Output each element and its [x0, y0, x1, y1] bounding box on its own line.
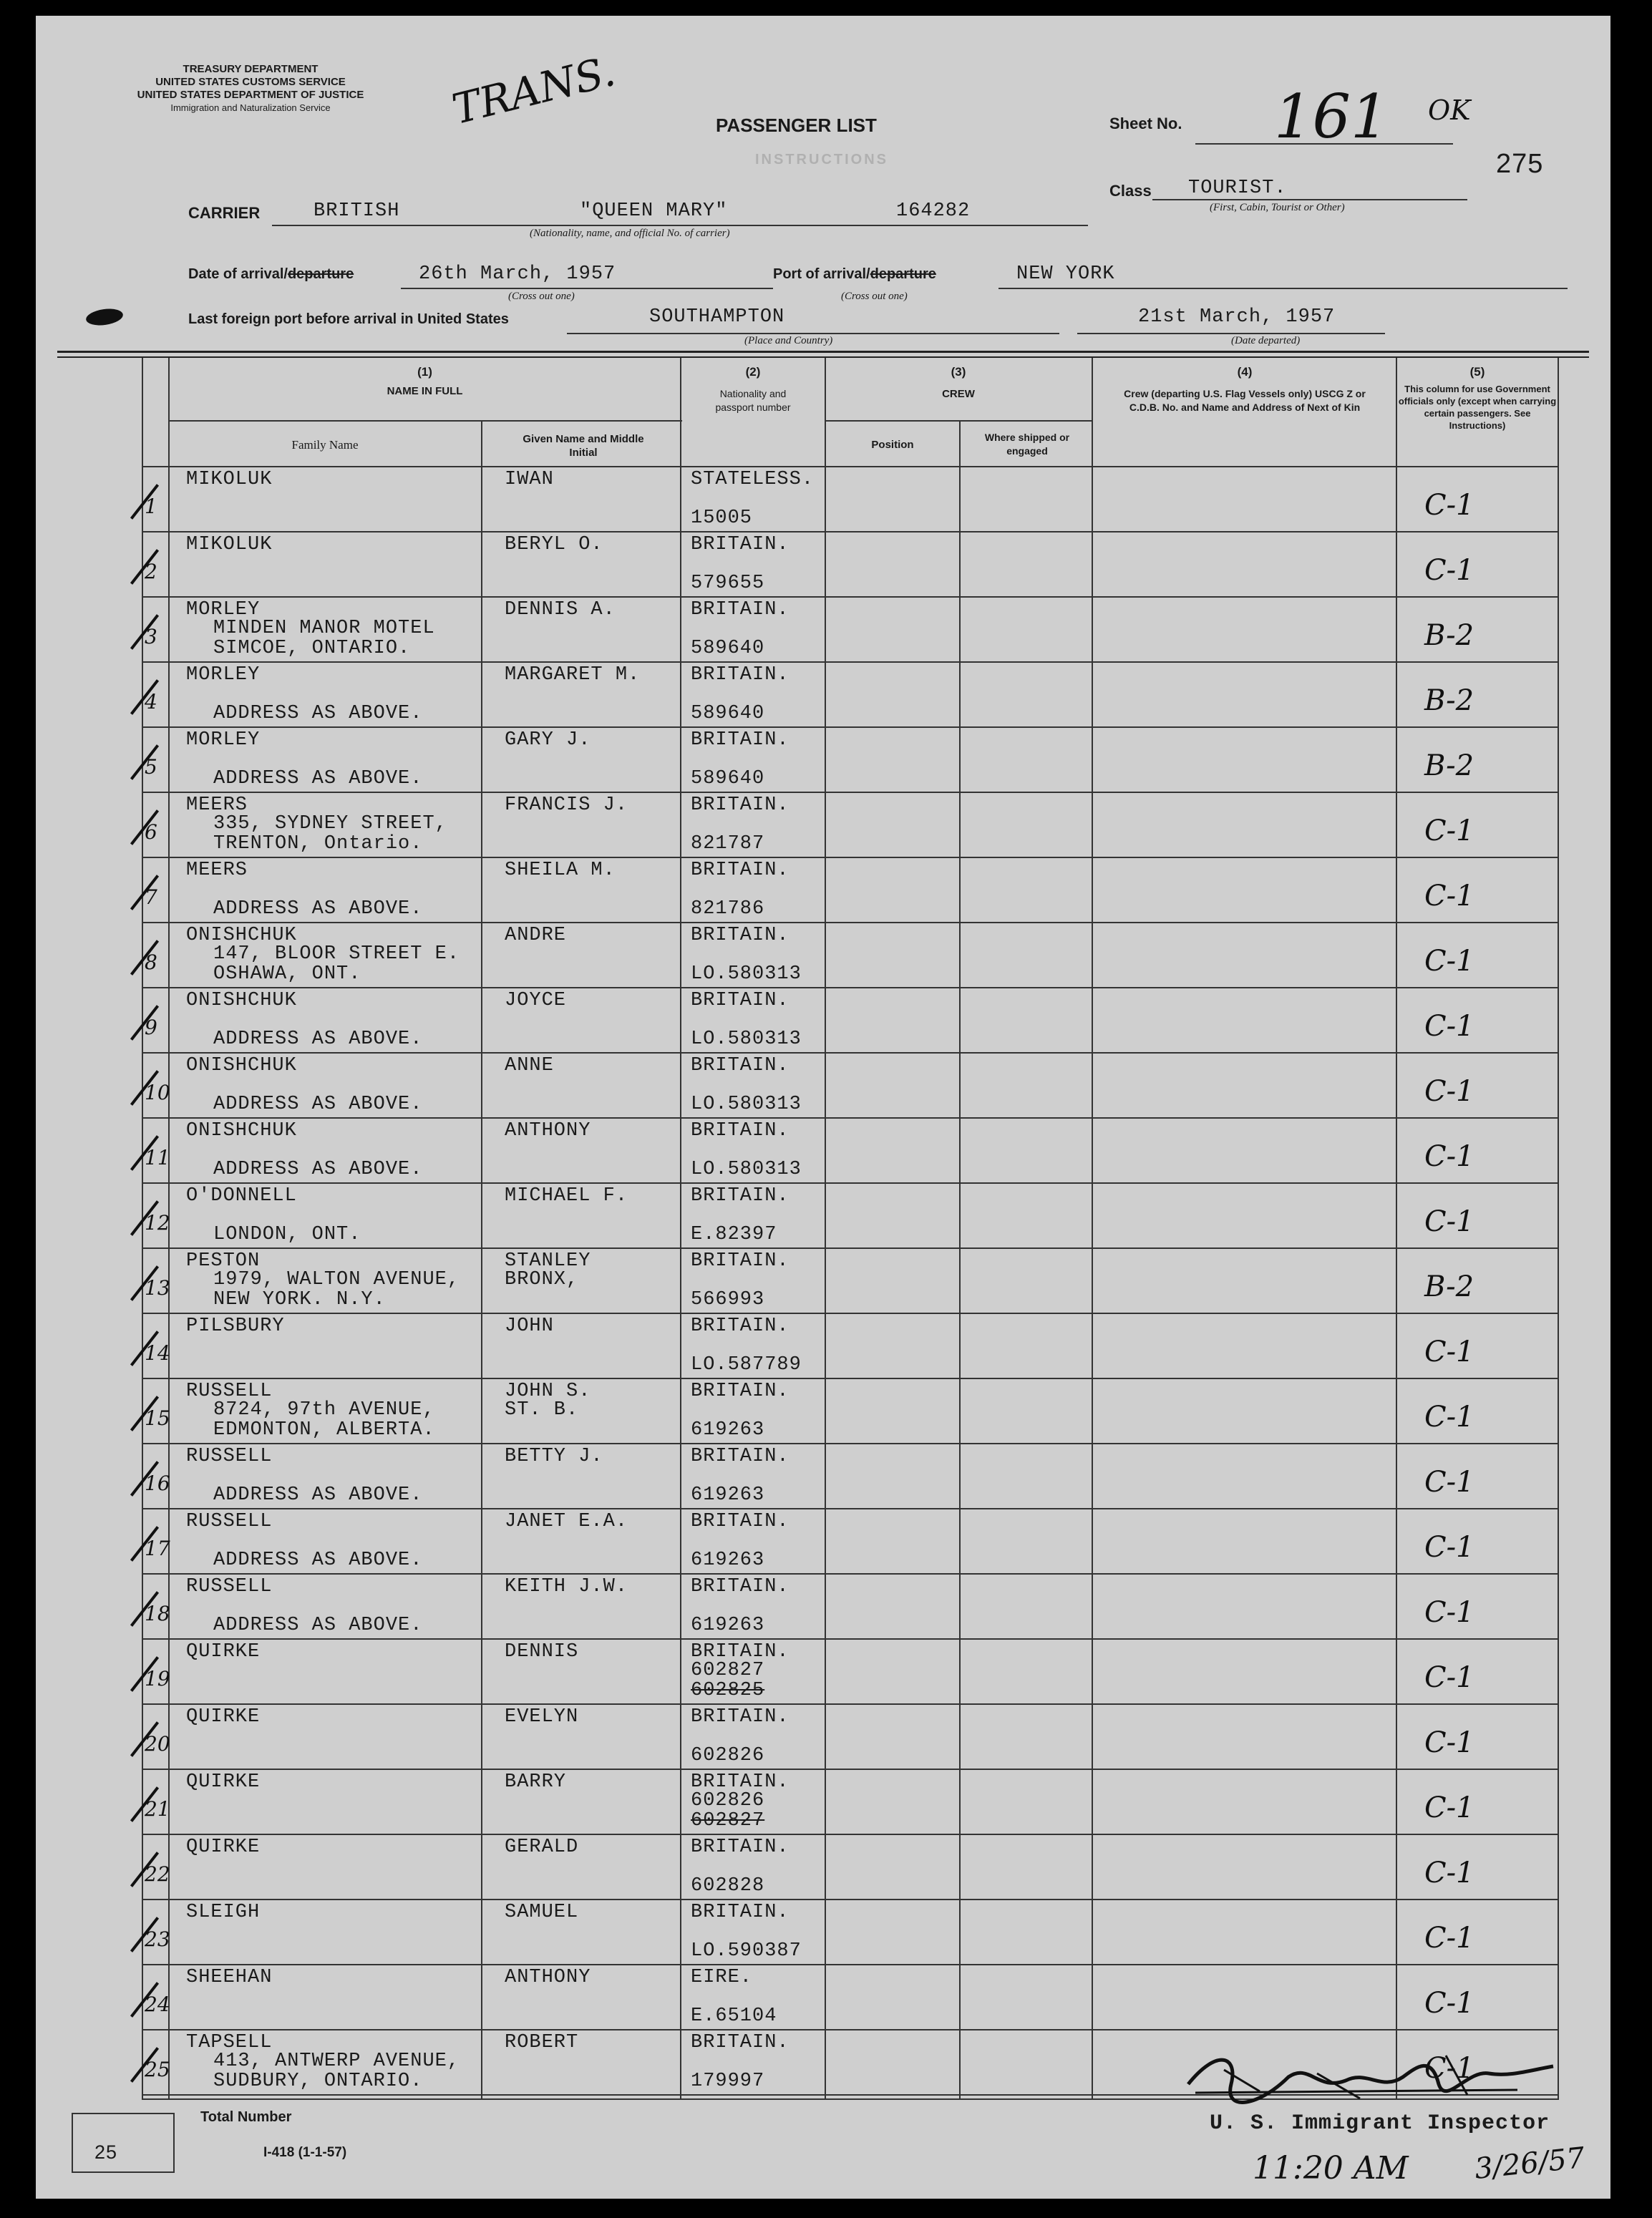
nationality: BRITAIN.	[691, 534, 789, 555]
carrier-nationality: BRITISH	[314, 200, 400, 222]
given-name: EVELYN	[505, 1706, 579, 1728]
row-number: 10	[145, 1081, 170, 1104]
table-row	[36, 663, 1610, 728]
passport-number: 179997	[691, 2071, 765, 2092]
row-number: 23	[145, 1927, 170, 1951]
given-name: JOHN S.	[505, 1381, 591, 1402]
carrier-note: (Nationality, name, and official No. of carrier)	[530, 228, 730, 239]
passenger-list-sheet	[36, 16, 1610, 2199]
address-line-2: LONDON, ONT.	[213, 1224, 361, 1245]
sheet-label: Sheet No.	[1109, 115, 1182, 132]
row-number: 4	[145, 690, 157, 714]
table-row	[36, 1249, 1610, 1314]
family-name: TAPSELL	[186, 2032, 273, 2053]
nationality: BRITAIN.	[691, 794, 789, 816]
official-code: C-1	[1424, 489, 1474, 522]
nationality: BRITAIN.	[691, 1576, 789, 1597]
given-name: BERYL O.	[505, 534, 603, 555]
table-row	[36, 1444, 1610, 1509]
official-code: C-1	[1424, 1791, 1474, 1824]
address-line-2: ADDRESS AS ABOVE.	[213, 1159, 423, 1180]
family-name: MORLEY	[186, 664, 261, 686]
table-row	[36, 1575, 1610, 1640]
family-name: PESTON	[186, 1250, 261, 1272]
nationality: BRITAIN.	[691, 1706, 789, 1728]
table-row	[36, 1900, 1610, 1965]
family-name-header: Family Name	[291, 438, 359, 452]
given-name: SAMUEL	[505, 1902, 579, 1923]
passport-number: 619263	[691, 1615, 765, 1636]
total-number-label: Total Number	[200, 2109, 292, 2125]
table-row	[36, 1184, 1610, 1249]
dept-line: UNITED STATES CUSTOMS SERVICE	[155, 76, 346, 88]
nationality: BRITAIN.	[691, 1055, 789, 1076]
ink-blot	[85, 306, 125, 327]
given-name: GERALD	[505, 1837, 579, 1858]
arrival-date-label: Date of arrival/departure	[188, 266, 354, 282]
departed-date-value: 21st March, 1957	[1138, 306, 1336, 328]
passport-number: 602827	[691, 1660, 765, 1681]
family-name: QUIRKE	[186, 1837, 261, 1858]
row-number: 2	[145, 560, 157, 583]
row-number: 9	[145, 1016, 157, 1039]
official-code: C-1	[1424, 554, 1474, 587]
row-number: 17	[145, 1537, 170, 1560]
given-name: JANET E.A.	[505, 1511, 628, 1532]
family-name: QUIRKE	[186, 1641, 261, 1663]
passport-number: 579655	[691, 573, 765, 594]
row-number: 24	[145, 1993, 170, 2016]
row-number: 7	[145, 885, 157, 909]
nationality: BRITAIN.	[691, 1771, 789, 1793]
handwritten-date: 3/26/57	[1473, 2141, 1587, 2186]
form-code: I-418 (1-1-57)	[263, 2145, 347, 2160]
passport-number: LO.580313	[691, 963, 802, 985]
nationality: BRITAIN.	[691, 1250, 789, 1272]
arrival-port-note: (Cross out one)	[841, 291, 908, 302]
passport-number: 589640	[691, 768, 765, 789]
nationality: BRITAIN.	[691, 1837, 789, 1858]
family-name: ONISHCHUK	[186, 990, 297, 1011]
family-name: MEERS	[186, 794, 248, 816]
given-name: STANLEY	[505, 1250, 591, 1272]
table-row	[36, 1965, 1610, 2030]
official-code: C-1	[1424, 2052, 1474, 2085]
family-name: MORLEY	[186, 599, 261, 621]
faint-instructions: INSTRUCTIONS	[755, 152, 888, 167]
address-line-2: ADDRESS AS ABOVE.	[213, 1094, 423, 1115]
row-number: 6	[145, 820, 157, 844]
address-line-2: EDMONTON, ALBERTA.	[213, 1419, 435, 1441]
address-line-2: ADDRESS AS ABOVE.	[213, 1484, 423, 1506]
passport-number: E.82397	[691, 1224, 777, 1245]
row-number: 25	[145, 2058, 170, 2081]
address-line-2: SIMCOE, ONTARIO.	[213, 638, 411, 659]
given-name-header: Given Name and Middle Initial	[523, 433, 644, 459]
address-line-1: 1979, WALTON AVENUE,	[213, 1269, 460, 1290]
table-row	[36, 793, 1610, 858]
nationality: BRITAIN.	[691, 599, 789, 621]
passport-number: 602826	[691, 1745, 765, 1766]
given-name: ANNE	[505, 1055, 554, 1076]
official-code: C-1	[1424, 1661, 1474, 1694]
address-line-2: ADDRESS AS ABOVE.	[213, 1028, 423, 1050]
table-row	[36, 467, 1610, 532]
passport-number: 15005	[691, 507, 753, 529]
family-name: ONISHCHUK	[186, 1120, 297, 1142]
passport-number: 821786	[691, 898, 765, 920]
passport-number: 602826	[691, 1790, 765, 1811]
official-code: C-1	[1424, 1596, 1474, 1629]
address-line-2: ADDRESS AS ABOVE.	[213, 703, 423, 724]
passport-number: LO.587789	[691, 1354, 802, 1376]
given-name: ANTHONY	[505, 1120, 591, 1142]
row-number: 1	[145, 495, 157, 518]
sheet-number: 161	[1274, 82, 1389, 152]
address-line-2: NEW YORK. N.Y.	[213, 1289, 386, 1310]
passport-number: 619263	[691, 1484, 765, 1506]
given-name: DENNIS	[505, 1641, 579, 1663]
official-code: C-1	[1424, 814, 1474, 847]
total-number-value: 25	[94, 2141, 118, 2163]
given-name-extra: BRONX,	[505, 1269, 579, 1290]
address-line-1: 335, SYDNEY STREET,	[213, 813, 447, 835]
total-number-box	[72, 2113, 175, 2173]
row-number: 11	[145, 1146, 170, 1169]
passport-struck: 602825	[691, 1680, 765, 1701]
passport-number: 821787	[691, 833, 765, 855]
family-name: ONISHCHUK	[186, 1055, 297, 1076]
table-row	[36, 1770, 1610, 1835]
row-number: 12	[145, 1211, 170, 1235]
nationality: BRITAIN.	[691, 1902, 789, 1923]
nationality: BRITAIN.	[691, 1120, 789, 1142]
nationality: BRITAIN.	[691, 990, 789, 1011]
given-name: JOYCE	[505, 990, 567, 1011]
official-code: C-1	[1424, 880, 1474, 913]
address-line-1: 147, BLOOR STREET E.	[213, 943, 460, 965]
official-code: B-2	[1424, 1270, 1474, 1303]
row-number: 21	[145, 1797, 170, 1821]
row-number: 5	[145, 755, 157, 779]
address-line-1: MINDEN MANOR MOTEL	[213, 618, 435, 639]
address-line-2: OSHAWA, ONT.	[213, 963, 361, 985]
nationality: BRITAIN.	[691, 664, 789, 686]
family-name: MIKOLUK	[186, 469, 273, 490]
nationality: BRITAIN.	[691, 1315, 789, 1337]
passport-number: LO.590387	[691, 1940, 802, 1962]
given-name: MARGARET M.	[505, 664, 641, 686]
given-name: DENNIS A.	[505, 599, 616, 621]
official-code: C-1	[1424, 1075, 1474, 1108]
passport-struck: 602827	[691, 1810, 765, 1832]
family-name: PILSBURY	[186, 1315, 285, 1337]
given-name: JOHN	[505, 1315, 554, 1337]
family-name: MIKOLUK	[186, 534, 273, 555]
handwritten-time: 11:20 AM	[1253, 2150, 1409, 2187]
official-code: C-1	[1424, 1336, 1474, 1368]
table-row	[36, 532, 1610, 598]
class-value: TOURIST.	[1188, 177, 1287, 199]
table-row	[36, 1509, 1610, 1575]
col1-header: (1) NAME IN FULL	[387, 365, 463, 397]
handwritten-trans: TRANS.	[447, 47, 620, 134]
address-line-2: SUDBURY, ONTARIO.	[213, 2071, 423, 2092]
family-name: SHEEHAN	[186, 1967, 273, 1988]
nationality: BRITAIN.	[691, 1381, 789, 1402]
nationality: BRITAIN.	[691, 1185, 789, 1207]
passport-number: 589640	[691, 638, 765, 659]
family-name: RUSSELL	[186, 1511, 273, 1532]
passport-number: 619263	[691, 1419, 765, 1441]
table-row	[36, 728, 1610, 793]
table-row	[36, 1119, 1610, 1184]
family-name: MEERS	[186, 860, 248, 881]
row-number: 15	[145, 1406, 170, 1430]
row-number: 18	[145, 1602, 170, 1625]
passport-number: 619263	[691, 1550, 765, 1571]
row-number: 20	[145, 1732, 170, 1756]
row-number: 8	[145, 950, 157, 974]
table-row	[36, 1054, 1610, 1119]
passport-number: 602828	[691, 1875, 765, 1897]
table-row	[36, 598, 1610, 663]
dept-line: UNITED STATES DEPARTMENT OF JUSTICE	[137, 89, 364, 101]
dept-line: Immigration and Naturalization Service	[170, 102, 331, 113]
arrival-port-label: Port of arrival/departure	[773, 266, 936, 282]
given-name: ANDRE	[505, 925, 567, 946]
official-code: C-1	[1424, 1205, 1474, 1238]
sheet-ok-note: OK	[1428, 94, 1471, 126]
official-code: C-1	[1424, 1922, 1474, 1955]
dept-line: TREASURY DEPARTMENT	[183, 63, 319, 75]
carrier-label: CARRIER	[188, 204, 261, 222]
family-name: O'DONNELL	[186, 1185, 297, 1207]
family-name: SLEIGH	[186, 1902, 261, 1923]
table-row	[36, 858, 1610, 923]
address-line-1: 8724, 97th AVENUE,	[213, 1399, 435, 1421]
last-port-value: SOUTHAMPTON	[649, 306, 785, 328]
official-code: B-2	[1424, 619, 1474, 652]
passport-number: 589640	[691, 703, 765, 724]
carrier-number: 164282	[896, 200, 971, 222]
passport-number: LO.580313	[691, 1028, 802, 1050]
department-block	[72, 63, 429, 115]
col3-header: (3) CREW	[942, 365, 975, 400]
given-name-extra: ST. B.	[505, 1399, 579, 1421]
address-line-2: ADDRESS AS ABOVE.	[213, 898, 423, 920]
official-code: C-1	[1424, 1857, 1474, 1889]
nationality: BRITAIN.	[691, 860, 789, 881]
family-name: QUIRKE	[186, 1771, 261, 1793]
form-title: PASSENGER LIST	[716, 115, 877, 136]
given-name: BARRY	[505, 1771, 567, 1793]
nationality: EIRE.	[691, 1967, 753, 1988]
nationality: BRITAIN.	[691, 1511, 789, 1532]
given-name: MICHAEL F.	[505, 1185, 628, 1207]
family-name: RUSSELL	[186, 1446, 273, 1467]
nationality: BRITAIN.	[691, 1641, 789, 1663]
given-name: ANTHONY	[505, 1967, 591, 1988]
given-name: BETTY J.	[505, 1446, 603, 1467]
official-code: C-1	[1424, 1987, 1474, 2020]
departed-date-note: (Date departed)	[1231, 335, 1301, 346]
nationality: BRITAIN.	[691, 1446, 789, 1467]
official-code: C-1	[1424, 945, 1474, 978]
given-name: GARY J.	[505, 729, 591, 751]
official-code: B-2	[1424, 684, 1474, 717]
arrival-port-value: NEW YORK	[1016, 263, 1115, 285]
arrival-date-value: 26th March, 1957	[419, 263, 616, 285]
given-name: IWAN	[505, 469, 554, 490]
official-code: C-1	[1424, 1531, 1474, 1564]
nationality: BRITAIN.	[691, 925, 789, 946]
address-line-2: ADDRESS AS ABOVE.	[213, 1615, 423, 1636]
official-code: B-2	[1424, 749, 1474, 782]
address-line-2: TRENTON, Ontario.	[213, 833, 423, 855]
arrival-date-note: (Cross out one)	[508, 291, 575, 302]
nationality: BRITAIN.	[691, 2032, 789, 2053]
passport-number: E.65104	[691, 2005, 777, 2027]
row-number: 16	[145, 1472, 170, 1495]
row-number: 22	[145, 1862, 170, 1886]
official-code: C-1	[1424, 1401, 1474, 1434]
last-port-label: Last foreign port before arrival in United States	[188, 311, 509, 327]
official-code: C-1	[1424, 1140, 1474, 1173]
family-name: RUSSELL	[186, 1576, 273, 1597]
row-number: 19	[145, 1667, 170, 1691]
col4-header: (4) Crew (departing U.S. Flag Vessels only) USCG Z or C.D.B. No. and Name and Address of Next of Kin	[1124, 365, 1366, 413]
table-row	[36, 923, 1610, 988]
class-label: Class	[1109, 182, 1152, 200]
col2-header: (2) Nationality and passport number	[715, 365, 791, 413]
inspector-title: U. S. Immigrant Inspector	[1210, 2111, 1550, 2136]
row-number: 14	[145, 1341, 170, 1365]
family-name: MORLEY	[186, 729, 261, 751]
official-code: C-1	[1424, 1726, 1474, 1759]
nationality: STATELESS.	[691, 469, 815, 490]
last-port-note: (Place and Country)	[744, 335, 833, 346]
carrier-name: "QUEEN MARY"	[580, 200, 728, 222]
table-row	[36, 988, 1610, 1054]
nationality: BRITAIN.	[691, 729, 789, 751]
table-row	[36, 1835, 1610, 1900]
row-number: 3	[145, 625, 157, 648]
table-row	[36, 1379, 1610, 1444]
address-line-1: 413, ANTWERP AVENUE,	[213, 2051, 460, 2072]
inspector-signature	[1174, 2041, 1560, 2120]
passport-number: LO.580313	[691, 1094, 802, 1115]
family-name: QUIRKE	[186, 1706, 261, 1728]
given-name: SHEILA M.	[505, 860, 616, 881]
address-line-2: ADDRESS AS ABOVE.	[213, 768, 423, 789]
table-row	[36, 1705, 1610, 1770]
given-name: FRANCIS J.	[505, 794, 628, 816]
given-name: KEITH J.W.	[505, 1576, 628, 1597]
row-number: 13	[145, 1276, 170, 1300]
page-number: 275	[1496, 149, 1544, 179]
address-line-2: ADDRESS AS ABOVE.	[213, 1550, 423, 1571]
official-code: C-1	[1424, 1010, 1474, 1043]
col5-header: (5) This column for use Government officials only (except when carrying certain passengers. See Instructions)	[1398, 365, 1557, 431]
table-row	[36, 1640, 1610, 1705]
family-name: RUSSELL	[186, 1381, 273, 1402]
table-row	[36, 1314, 1610, 1379]
class-note: (First, Cabin, Tourist or Other)	[1210, 202, 1345, 213]
official-code: C-1	[1424, 1466, 1474, 1499]
passport-number: LO.580313	[691, 1159, 802, 1180]
family-name: ONISHCHUK	[186, 925, 297, 946]
given-name: ROBERT	[505, 2032, 579, 2053]
crew-position-header: Position	[871, 439, 914, 451]
crew-shipped-header: Where shipped or engaged	[984, 432, 1070, 457]
passport-number: 566993	[691, 1289, 765, 1310]
